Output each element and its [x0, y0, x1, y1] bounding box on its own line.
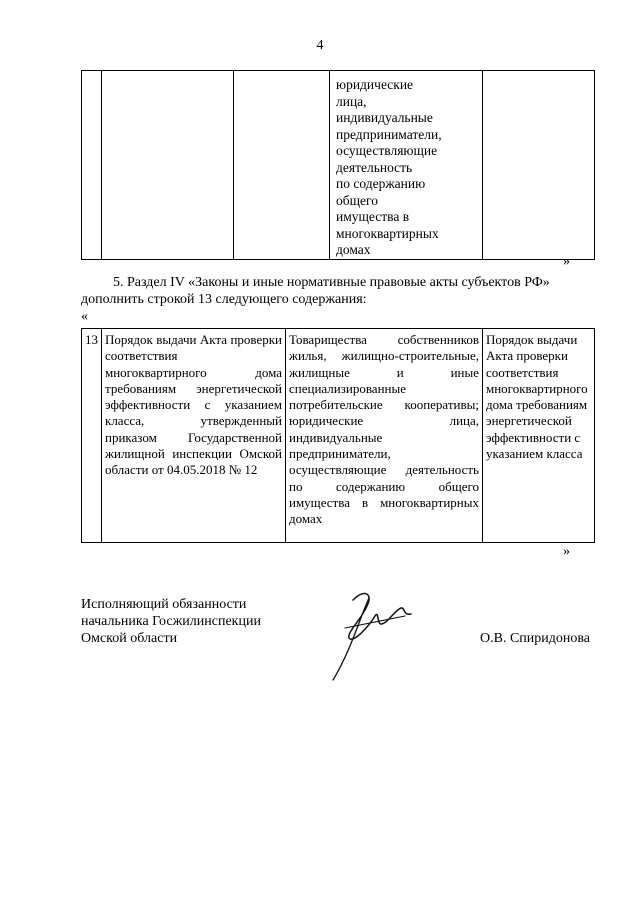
- page-number: 4: [316, 38, 324, 53]
- table-row: [82, 329, 595, 543]
- table1-cell-name: [102, 71, 234, 260]
- table1-cell-subjects: юридические лица, индивидуальные предприниматели, осуществляющие деятельность по содержанию общего имущества в многоквартирных домах: [330, 71, 483, 260]
- table1-cell-reference: [483, 71, 595, 260]
- handwritten-signature: [325, 580, 435, 690]
- closing-quote-2: »: [563, 544, 570, 559]
- signatory-title-line-1: Исполняющий обязанности: [81, 597, 247, 612]
- table1-cell-empty: [234, 71, 330, 260]
- table1-cell-number: [82, 71, 102, 260]
- opening-quote: «: [81, 309, 88, 324]
- addition-table: [81, 328, 595, 543]
- row-reference: Порядок выдачи Акта проверки соответствия многоквартирного дома требованиям энергетической эффективности с указанием класса: [483, 329, 595, 543]
- paragraph-line-1: 5. Раздел IV «Законы и иные нормативные правовые акты субъектов РФ»: [113, 275, 550, 290]
- paragraph-line-2: дополнить строкой 13 следующего содержания:: [81, 292, 367, 307]
- row-document-name: Порядок выдачи Акта проверки соответствия многоквартирного дома требованиям энергетической эффективности с указанием класса, утвержденный приказом Государственной жилищной инспекции Омской области от 04.05.2018 № 12: [102, 329, 286, 543]
- continuation-table: [81, 70, 595, 260]
- row-subjects: Товарищества собственников жилья, жилищно-строительные, жилищные и иные специализированные потребительские кооперативы; юридические лица, индивидуальные предприниматели, осуществляющие деятельность по содержанию общего имущества в многоквартирных домах: [286, 329, 483, 543]
- signatory-title-line-2: начальника Госжилинспекции: [81, 614, 261, 629]
- signatory-name: О.В. Спиридонова: [480, 631, 591, 646]
- row-number: 13: [82, 329, 102, 543]
- closing-quote-1: »: [563, 254, 570, 269]
- signatory-title-line-3: Омской области: [81, 631, 178, 646]
